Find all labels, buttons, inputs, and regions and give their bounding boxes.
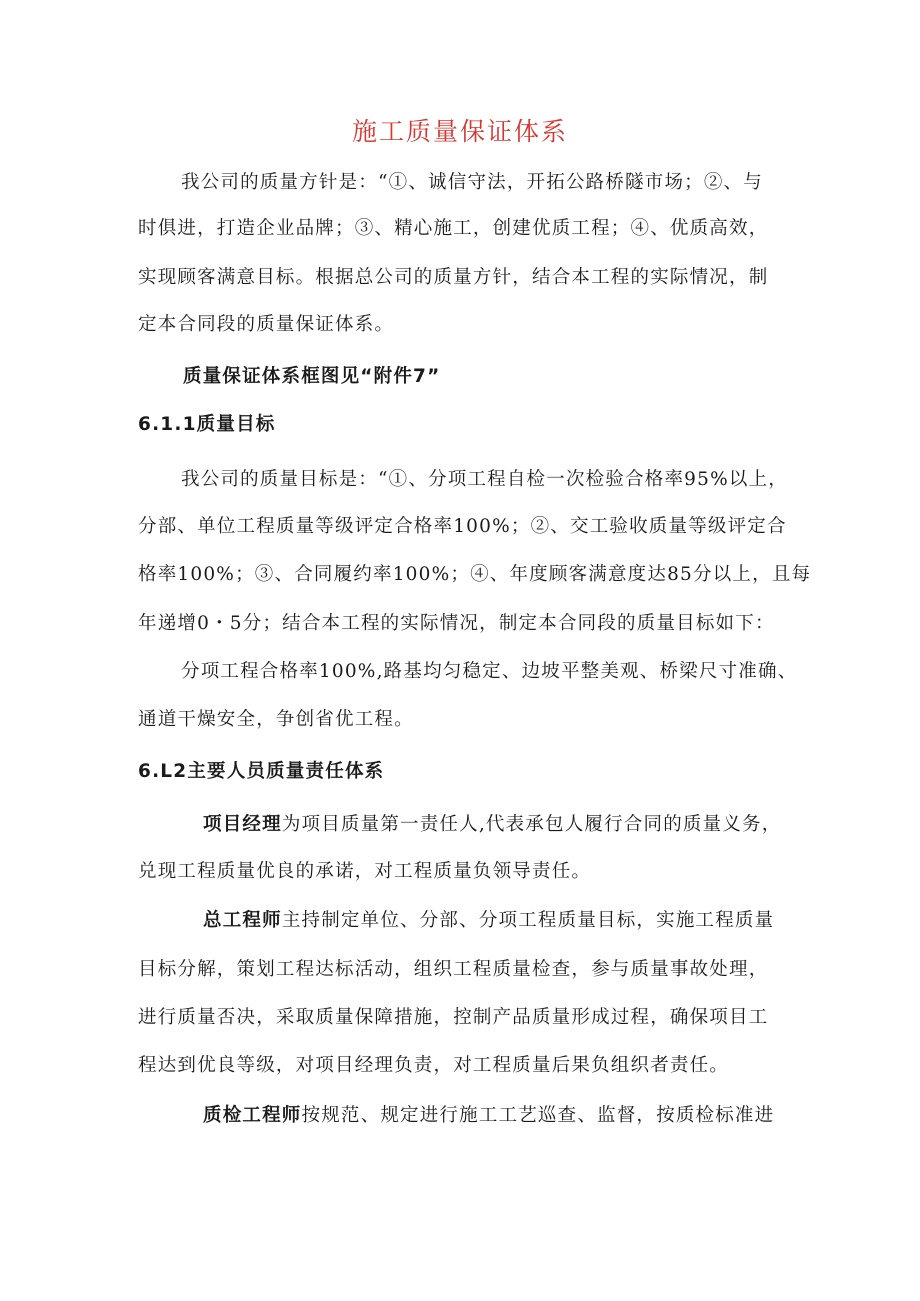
- qi-text: 按规范、规定进行施工工艺巡查、监督，按质检标准进: [301, 1105, 775, 1126]
- goal-line-2: 分部、单位工程质量等级评定合格率100%；②、交工验收质量等级评定合: [138, 516, 787, 537]
- ce-line-1: [203, 906, 774, 936]
- intro-line-1: 我公司的质量方针是：“①、诚信守法，开拓公路桥隧市场；②、与: [181, 172, 763, 193]
- framework-note: 质量保证体系框图见“附件7”: [183, 366, 441, 387]
- section-heading-6-1-2: 6.L2主要人员质量责任体系: [138, 761, 385, 782]
- ce-line-4: 程达到优良等级，对项目经理负责，对工程质量后果负组织者责任。: [138, 1055, 730, 1076]
- page-title: 施工质量保证体系: [351, 117, 568, 146]
- section-heading-6-1-1: 6.1.1质量目标: [138, 414, 276, 435]
- goal-line-5: 分项工程合格率100%,路基均匀稳定、边坡平整美观、桥梁尺寸准确、: [181, 661, 798, 682]
- intro-line-4: 定本合同段的质量保证体系。: [138, 314, 395, 335]
- intro-line-3: 实现顾客满意目标。根据总公司的质量方针，结合本工程的实际情况，制: [138, 267, 769, 288]
- ce-role: 总工程师: [203, 910, 282, 931]
- qi-line-1: [203, 1101, 774, 1131]
- goal-line-3: 格率100%；③、合同履约率100%；④、年度顾客满意度达85分以上，且每: [138, 564, 812, 585]
- pm-line-2: 兑现工程质量优良的承诺，对工程质量负领导责任。: [138, 861, 592, 882]
- pm-line-1: [203, 810, 781, 840]
- pm-text: 为项目质量第一责任人,代表承包人履行合同的质量义务，: [281, 814, 782, 835]
- ce-line-3: 进行质量否决，采取质量保障措施，控制产品质量形成过程，确保项目工: [138, 1007, 769, 1028]
- qi-role: 质检工程师: [203, 1105, 302, 1126]
- goal-line-4: 年递增0・5分；结合本工程的实际情况，制定本合同段的质量目标如下：: [138, 613, 775, 634]
- intro-line-2: 时俱进，打造企业品牌；③、精心施工，创建优质工程；④、优质高效，: [138, 218, 769, 239]
- goal-line-1: 我公司的质量目标是：“①、分项工程自检一次检验合格率95%以上，: [181, 469, 788, 490]
- pm-role: 项目经理: [203, 814, 282, 835]
- goal-line-6: 通道干燥安全，争创省优工程。: [138, 709, 414, 730]
- ce-line-2: 目标分解，策划工程达标活动，组织工程质量检查，参与质量事故处理，: [138, 959, 769, 980]
- ce-text: 主持制定单位、分部、分项工程质量目标，实施工程质量: [281, 910, 775, 931]
